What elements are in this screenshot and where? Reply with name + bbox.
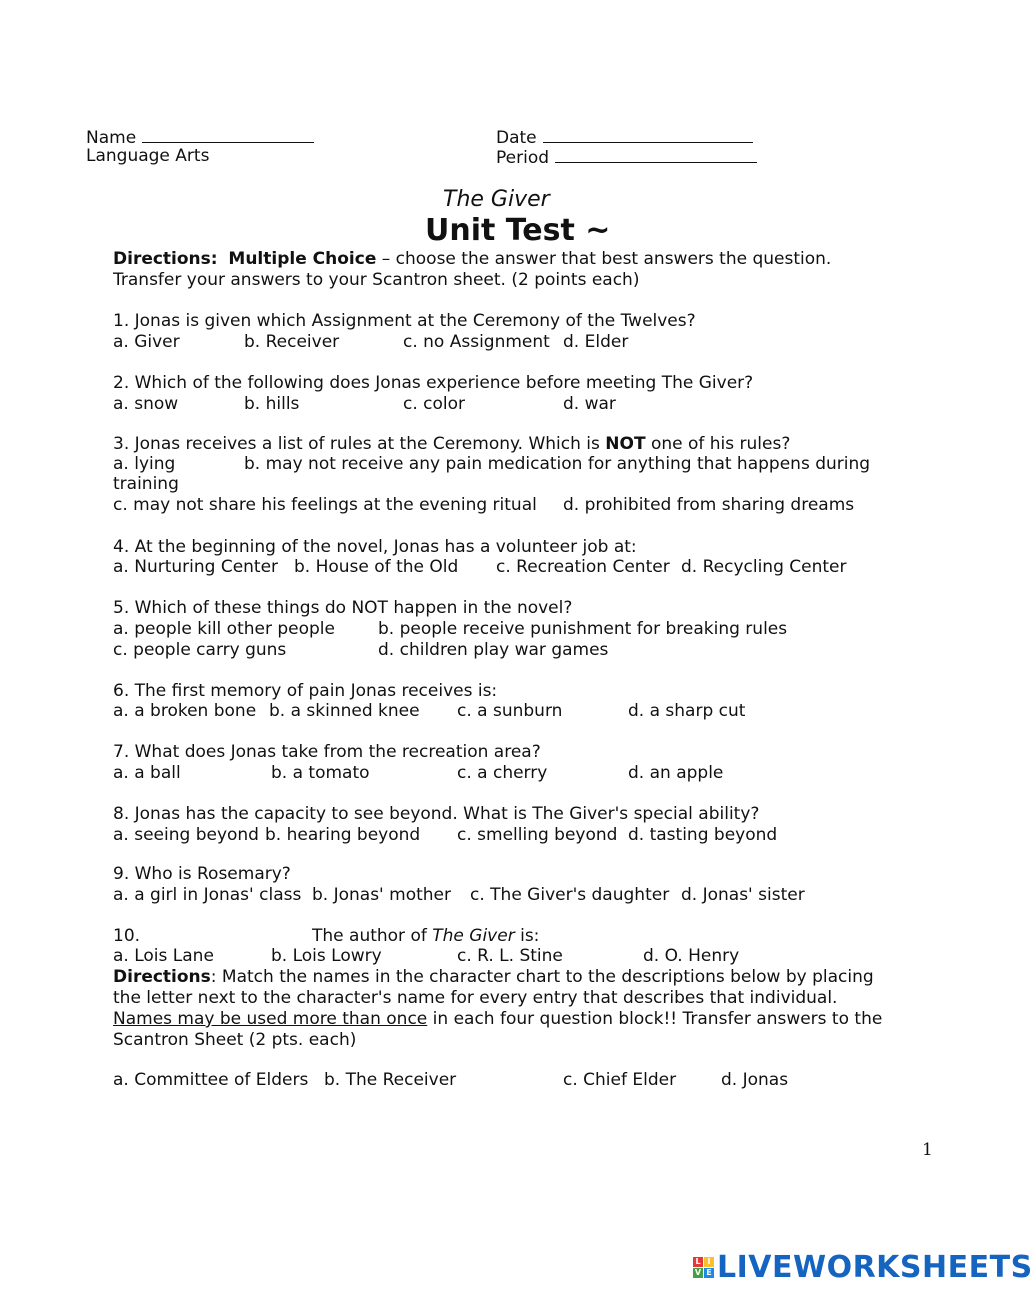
question-1-options [113, 332, 913, 353]
character-d: d. Jonas [721, 1070, 789, 1090]
question-8-options [113, 825, 933, 846]
liveworksheets-logo-mark: L I V E [693, 1257, 714, 1278]
option-a[interactable]: a. snow [113, 394, 179, 414]
period-blank[interactable] [555, 146, 757, 163]
option-b[interactable]: b. hills [244, 394, 300, 414]
option-d[interactable]: d. Elder [563, 332, 629, 352]
option-d[interactable]: d. prohibited from sharing dreams [563, 495, 855, 515]
name-label: Name [86, 126, 314, 149]
option-b[interactable]: b. House of the Old [294, 557, 459, 577]
directions-2-line1: Directions: Match the names in the character chart to the descriptions below by placing [113, 967, 874, 987]
option-d[interactable]: d. Recycling Center [681, 557, 847, 577]
option-a[interactable]: a. Nurturing Center [113, 557, 279, 577]
option-d[interactable]: d. tasting beyond [628, 825, 778, 845]
character-a: a. Committee of Elders [113, 1070, 309, 1090]
option-c[interactable]: c. a cherry [457, 763, 548, 783]
question-10 [113, 926, 933, 947]
question-2: 2. Which of the following does Jonas experience before meeting The Giver? [113, 373, 754, 393]
option-c[interactable]: c. no Assignment [403, 332, 550, 352]
option-b[interactable]: b. people receive punishment for breaking rules [378, 619, 788, 639]
question-7-options [113, 763, 933, 784]
option-c[interactable]: c. a sunburn [457, 701, 563, 721]
directions-1-line1: Directions: Multiple Choice – choose the answer that best answers the question. [113, 249, 832, 269]
option-c[interactable]: c. R. L. Stine [457, 946, 563, 966]
option-a[interactable]: a. Lois Lane [113, 946, 214, 966]
question-5-options-ab [113, 619, 933, 640]
option-a[interactable]: a. a ball [113, 763, 181, 783]
name-blank[interactable] [142, 126, 314, 143]
option-d[interactable]: d. war [563, 394, 616, 414]
option-a[interactable]: a. Giver [113, 332, 180, 352]
question-7: 7. What does Jonas take from the recreation area? [113, 742, 541, 762]
question-1: 1. Jonas is given which Assignment at the Ceremony of the Twelves? [113, 311, 696, 331]
subject-label: Language Arts [86, 146, 210, 166]
option-c[interactable]: c. smelling beyond [457, 825, 618, 845]
question-6-options [113, 701, 933, 722]
option-b[interactable]: b. hearing beyond [265, 825, 421, 845]
option-b[interactable]: b. may not receive any pain medication for anything that happens during [244, 454, 871, 474]
option-b[interactable]: b. Receiver [244, 332, 340, 352]
option-b[interactable]: b. Jonas' mother [312, 885, 451, 905]
option-c[interactable]: c. color [403, 394, 466, 414]
question-9-options [113, 885, 933, 906]
question-5-options-cd [113, 640, 933, 661]
question-2-options [113, 394, 913, 415]
option-c[interactable]: c. may not share his feelings at the evening ritual [113, 495, 537, 515]
question-9: 9. Who is Rosemary? [113, 864, 291, 884]
question-4-options [113, 557, 933, 578]
question-3-options-cd [113, 495, 933, 516]
directions-1-line2: Transfer your answers to your Scantron sheet. (2 points each) [113, 270, 640, 290]
question-3-options-ab [113, 454, 933, 475]
character-chart [113, 1070, 933, 1091]
question-6: 6. The first memory of pain Jonas receives is: [113, 681, 498, 701]
option-d[interactable]: d. Jonas' sister [681, 885, 805, 905]
option-d[interactable]: d. children play war games [378, 640, 609, 660]
liveworksheets-logo[interactable]: LIVEWORKSHEETS [717, 1250, 1033, 1285]
option-d[interactable]: d. O. Henry [643, 946, 740, 966]
directions-2-line2: the letter next to the character's name for every entry that describes that individual. [113, 988, 838, 1008]
option-d[interactable]: d. an apple [628, 763, 724, 783]
question-10-text: The author of The Giver is: [312, 926, 540, 946]
question-3-option-b-cont: training [113, 474, 179, 494]
character-c: c. Chief Elder [563, 1070, 677, 1090]
option-b[interactable]: b. Lois Lowry [271, 946, 382, 966]
option-a[interactable]: a. a girl in Jonas' class [113, 885, 302, 905]
character-b: b. The Receiver [324, 1070, 457, 1090]
option-c[interactable]: c. The Giver's daughter [470, 885, 670, 905]
option-a[interactable]: a. people kill other people [113, 619, 335, 639]
date-label: Date [496, 126, 753, 149]
option-d[interactable]: d. a sharp cut [628, 701, 746, 721]
option-b[interactable]: b. a tomato [271, 763, 370, 783]
date-blank[interactable] [543, 126, 753, 143]
option-a[interactable]: a. a broken bone [113, 701, 257, 721]
option-c[interactable]: c. people carry guns [113, 640, 287, 660]
book-title: The Giver [443, 187, 550, 212]
option-c[interactable]: c. Recreation Center [496, 557, 670, 577]
question-3: 3. Jonas receives a list of rules at the Ceremony. Which is NOT one of his rules? [113, 434, 791, 454]
question-10-options [113, 946, 933, 967]
period-label: Period [496, 146, 757, 169]
option-a[interactable]: a. seeing beyond [113, 825, 259, 845]
question-8: 8. Jonas has the capacity to see beyond. What is The Giver's special ability? [113, 804, 760, 824]
option-a[interactable]: a. lying [113, 454, 176, 474]
directions-2-line3: Names may be used more than once in each four question block!! Transfer answers to the [113, 1009, 883, 1029]
page-number: 1 [922, 1140, 933, 1160]
question-4: 4. At the beginning of the novel, Jonas has a volunteer job at: [113, 537, 637, 557]
question-5: 5. Which of these things do NOT happen in the novel? [113, 598, 573, 618]
directions-2-line4: Scantron Sheet (2 pts. each) [113, 1030, 357, 1050]
option-b[interactable]: b. a skinned knee [269, 701, 420, 721]
question-10-number: 10. [113, 926, 141, 946]
test-title: Unit Test ~ [425, 213, 611, 248]
